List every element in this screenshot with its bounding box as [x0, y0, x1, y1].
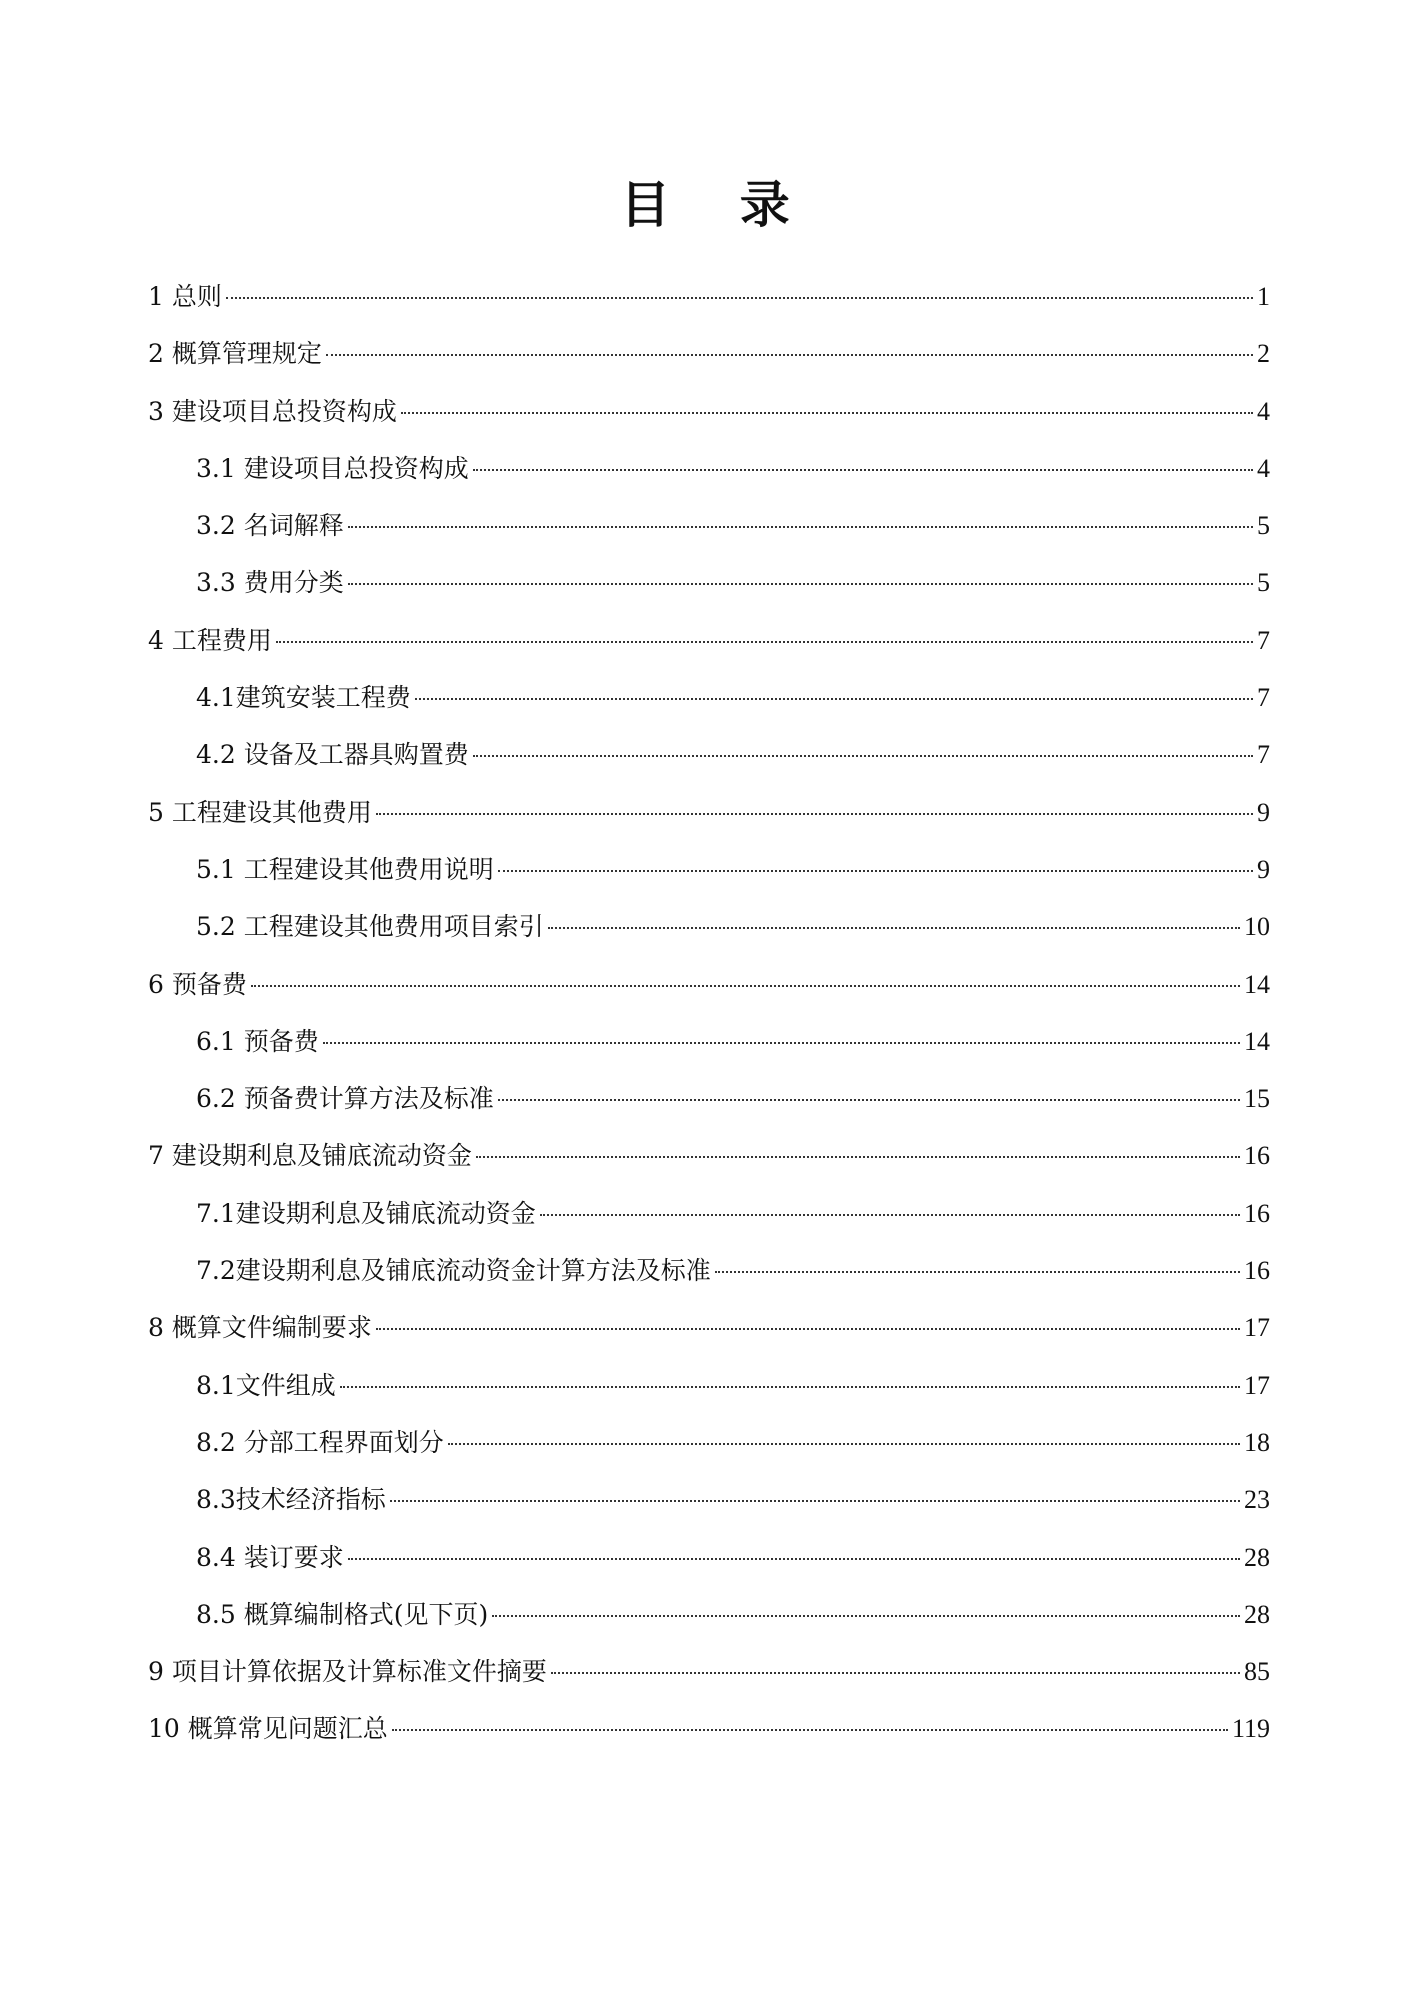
toc-entry-page-number: 17: [1244, 1370, 1270, 1400]
toc-entry-label: 4 工程费用: [148, 625, 272, 655]
toc-entry[interactable]: [148, 383, 1270, 440]
toc-entry-page-number: 9: [1257, 854, 1270, 884]
toc-entry-label: 8.4 装订要求: [196, 1542, 344, 1572]
toc-entry-page-number: 1: [1257, 282, 1270, 311]
toc-entry-page-number: 15: [1244, 1084, 1270, 1114]
toc-entry[interactable]: [148, 440, 1270, 497]
toc-entry-label: 5.2 工程建设其他费用项目索引: [196, 912, 544, 942]
dot-leader: [340, 1386, 1240, 1388]
dot-leader: [492, 1615, 1240, 1617]
dot-leader: [392, 1729, 1228, 1731]
toc-entry[interactable]: [148, 1357, 1270, 1414]
dot-leader: [551, 1672, 1240, 1674]
toc-entry-label: 9 项目计算依据及计算标准文件摘要: [148, 1657, 547, 1687]
toc-entry-label: 3.2 名词解释: [196, 511, 344, 541]
dot-leader: [376, 1328, 1240, 1330]
toc-entry-label: 8.3技术经济指标: [196, 1485, 386, 1515]
toc-entry-page-number: 5: [1257, 511, 1270, 541]
toc-entry-label: 7.1建设期利息及铺底流动资金: [196, 1198, 536, 1228]
toc-entry-label: 6.2 预备费计算方法及标准: [196, 1084, 494, 1114]
dot-leader: [498, 870, 1253, 872]
toc-entry-page-number: 9: [1257, 797, 1270, 827]
toc-entry-label: 2 概算管理规定: [148, 339, 322, 369]
dot-leader: [548, 927, 1240, 929]
toc-entry[interactable]: [148, 268, 1270, 325]
toc-entry[interactable]: [148, 1185, 1270, 1242]
dot-leader: [276, 641, 1253, 643]
toc-entry[interactable]: [148, 841, 1270, 898]
toc-entry-label: 10 概算常见问题汇总: [148, 1714, 388, 1744]
toc-entry-page-number: 14: [1244, 969, 1270, 999]
dot-leader: [540, 1214, 1240, 1216]
toc-entry[interactable]: [148, 1643, 1270, 1700]
toc-entry-page-number: 14: [1244, 1026, 1270, 1056]
dot-leader: [390, 1500, 1240, 1502]
toc-entry-label: 1 总则: [148, 282, 222, 311]
toc-entry-page-number: 16: [1244, 1141, 1270, 1171]
dot-leader: [251, 985, 1240, 987]
dot-leader: [226, 297, 1253, 299]
toc-entry[interactable]: [148, 1242, 1270, 1299]
dot-leader: [348, 526, 1253, 528]
dot-leader: [498, 1099, 1240, 1101]
toc-entry[interactable]: [148, 1471, 1270, 1528]
toc-entry[interactable]: [148, 612, 1270, 669]
toc-entry[interactable]: [148, 325, 1270, 382]
toc-entry-page-number: 4: [1257, 453, 1270, 483]
toc-entry-page-number: 7: [1257, 683, 1270, 713]
toc-entry[interactable]: [148, 1299, 1270, 1356]
toc-entry-page-number: 17: [1244, 1313, 1270, 1343]
toc-entry[interactable]: [148, 898, 1270, 955]
dot-leader: [476, 1156, 1240, 1158]
toc-entry-page-number: 2: [1257, 339, 1270, 369]
dot-leader: [401, 412, 1253, 414]
toc-entry-page-number: 16: [1244, 1256, 1270, 1286]
dot-leader: [348, 583, 1253, 585]
dot-leader: [326, 354, 1253, 356]
toc-entry-page-number: 4: [1257, 396, 1270, 426]
toc-entry[interactable]: [148, 669, 1270, 726]
toc-entry-page-number: 18: [1244, 1427, 1270, 1457]
dot-leader: [448, 1443, 1240, 1445]
toc-entry-label: 8.1文件组成: [196, 1370, 336, 1400]
dot-leader: [376, 813, 1253, 815]
toc-entry-label: 3.3 费用分类: [196, 568, 344, 598]
toc-entry-page-number: 16: [1244, 1198, 1270, 1228]
toc-entry[interactable]: [148, 1070, 1270, 1127]
dot-leader: [473, 469, 1253, 471]
toc-entry-page-number: 7: [1257, 625, 1270, 655]
toc-entry[interactable]: [148, 1700, 1270, 1757]
toc-entry[interactable]: [148, 1127, 1270, 1184]
toc-entry-page-number: 85: [1244, 1657, 1270, 1687]
toc-entry[interactable]: [148, 497, 1270, 554]
table-of-contents: [148, 268, 1270, 1758]
toc-entry-page-number: 28: [1244, 1599, 1270, 1629]
toc-entry-label: 8 概算文件编制要求: [148, 1313, 372, 1343]
toc-entry-page-number: 28: [1244, 1542, 1270, 1572]
toc-entry-label: 8.2 分部工程界面划分: [196, 1427, 444, 1457]
toc-entry[interactable]: [148, 1586, 1270, 1643]
toc-entry[interactable]: [148, 726, 1270, 783]
toc-entry-page-number: 7: [1257, 740, 1270, 770]
toc-entry-label: 3.1 建设项目总投资构成: [196, 453, 469, 483]
toc-entry[interactable]: [148, 784, 1270, 841]
toc-entry-label: 6 预备费: [148, 969, 247, 999]
page-title: 目 录: [620, 175, 816, 234]
dot-leader: [415, 698, 1253, 700]
dot-leader: [323, 1042, 1240, 1044]
toc-entry[interactable]: [148, 554, 1270, 611]
dot-leader: [473, 755, 1253, 757]
toc-entry-label: 5 工程建设其他费用: [148, 797, 372, 827]
dot-leader: [715, 1271, 1240, 1273]
toc-entry-label: 8.5 概算编制格式(见下页): [196, 1599, 489, 1629]
toc-entry-page-number: 119: [1231, 1714, 1270, 1744]
toc-entry-label: 7 建设期利息及铺底流动资金: [148, 1141, 472, 1171]
toc-entry[interactable]: [148, 1414, 1270, 1471]
dot-leader: [348, 1558, 1240, 1560]
toc-entry-label: 6.1 预备费: [196, 1026, 319, 1056]
toc-entry[interactable]: [148, 1529, 1270, 1586]
toc-entry-label: 7.2建设期利息及铺底流动资金计算方法及标准: [196, 1256, 711, 1286]
toc-entry-label: 3 建设项目总投资构成: [148, 396, 397, 426]
toc-entry-label: 4.1建筑安装工程费: [196, 683, 411, 713]
toc-entry[interactable]: [148, 956, 1270, 1013]
toc-entry-page-number: 23: [1244, 1485, 1270, 1515]
toc-entry-page-number: 5: [1257, 568, 1270, 598]
toc-entry-label: 4.2 设备及工器具购置费: [196, 740, 469, 770]
toc-entry-page-number: 10: [1244, 912, 1270, 942]
toc-entry[interactable]: [148, 1013, 1270, 1070]
toc-entry-label: 5.1 工程建设其他费用说明: [196, 854, 494, 884]
